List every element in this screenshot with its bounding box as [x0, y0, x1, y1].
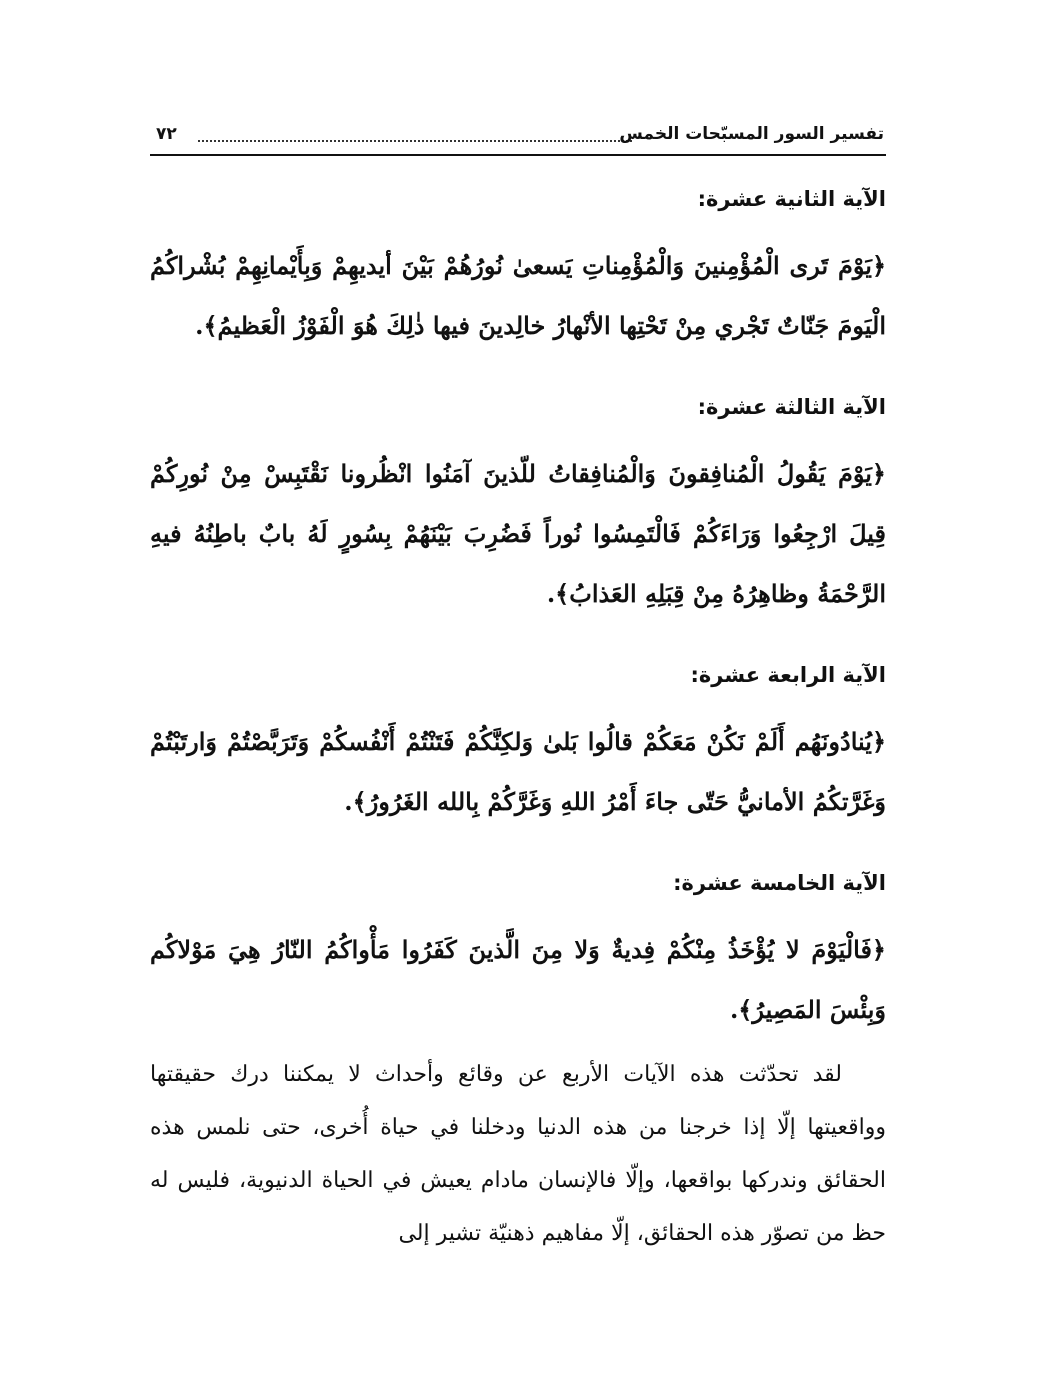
verse-12-text: ﴿يَوْمَ تَرى الْمُؤْمِنينَ وَالْمُؤْمِناتِ يَسعىٰ نُورُهُمْ بَيْنَ أيديهِمْ وَبِأَيْمانِهِمْ بُشْراكُمُ الْيَومَ جَنّاتٌ تَجْري مِنْ تَحْتِها الأنْهارُ خالِدينَ فيها ذٰلِكَ هُوَ الْفَوْزُ الْعَظيمُ﴾. [150, 251, 887, 340]
header-dot-leader [198, 140, 632, 142]
book-title: تفسير السور المسبّحات الخمس [619, 124, 884, 144]
verse-13-text: ﴿يَوْمَ يَقُولُ الْمُنافِقونَ وَالْمُنافِقاتُ للّذينَ آمَنُوا انْظُرونا نَقْتَبِسْ مِنْ نُورِكُمْ قِيلَ ارْجِعُوا وَرَاءَكُمْ فَالْتَمِسُوا نُوراً فَضُرِبَ بَيْنَهُمْ بِسُورٍ لَهُ بابٌ باطِنُهُ فيهِ الرَّحْمَةُ وظاهِرُهُ مِنْ قِبَلِهِ العَذابُ﴾. [150, 459, 886, 608]
page-number: ٧٢ [156, 124, 177, 144]
page-content [150, 156, 886, 1260]
verse-15-heading: الآية الخامسة عشرة: [673, 871, 886, 895]
verse-14-text: ﴿يُنادُونَهُم أَلَمْ نَكُنْ مَعَكُمْ قالُوا بَلىٰ وَلكِنَّكُمْ فَتَنْتُمْ أَنْفُسكُمْ وَتَرَبَّصْتُمْ وَارتَبْتُمْ وَغَرَّتكُمُ الأمانيُّ حَتّى جاءَ أَمْرُ اللهِ وَغَرَّكُمْ بِالله الغَرُورُ﴾. [150, 727, 886, 816]
book-page [150, 118, 886, 1260]
commentary-paragraph: لقد تحدّثت هذه الآيات الأربع عن وقائع وأحداث لا يمكننا درك حقيقتها وواقعيتها إلّا إذا خرجنا من هذه الدنيا ودخلنا في حياة أُخرى، حتى نلمس هذه الحقائق وندركها بواقعها، وإلّا فالإنسان مادام يعيش في الحياة الدنيوية، فليس له حظ من تصوّر هذه الحقائق، إلّا مفاهيم ذهنيّة تشير إلى [150, 1062, 886, 1246]
verse-14-heading: الآية الرابعة عشرة: [690, 663, 886, 687]
verse-15-text: ﴿فَالْيَوْمَ لا يُؤْخَذُ مِنْكُمْ فِديةٌ وَلا مِنَ الَّذينَ كَفَرُوا مَأْواكُمُ النّارُ هِيَ مَوْلاكُم وَبِئْسَ المَصِيرُ﴾. [150, 935, 886, 1024]
verse-13-heading: الآية الثالثة عشرة: [697, 395, 886, 419]
verse-12-heading: الآية الثانية عشرة: [697, 187, 886, 211]
running-header [150, 118, 886, 156]
